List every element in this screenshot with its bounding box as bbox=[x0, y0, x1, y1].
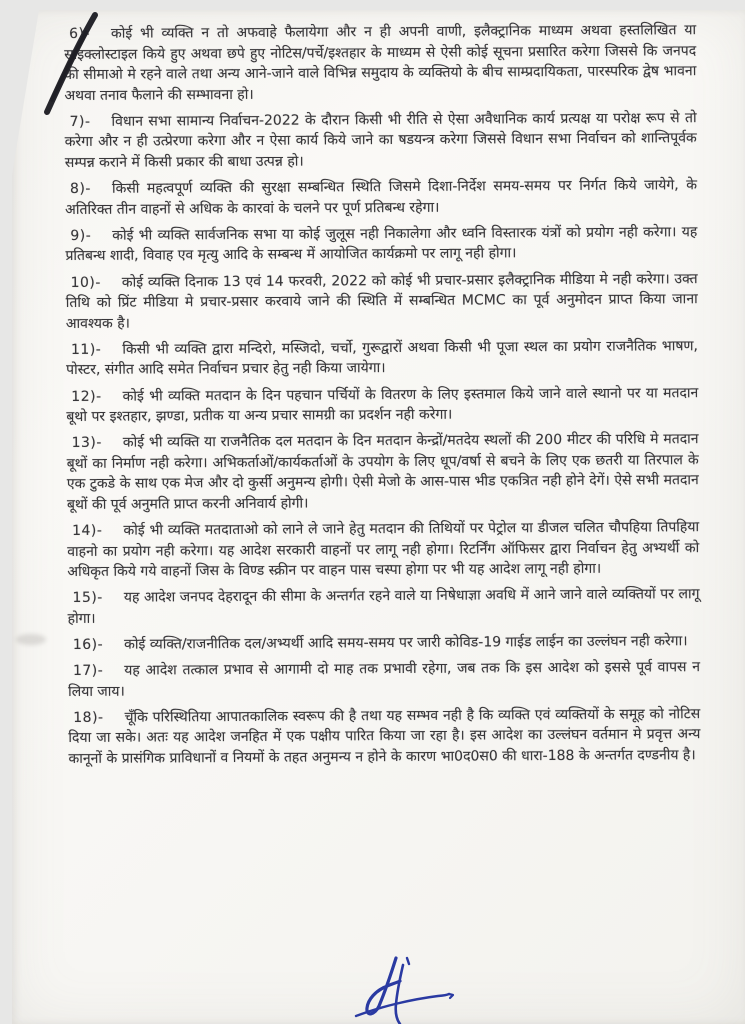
order-paragraph-15 bbox=[67, 584, 699, 629]
paragraph-text: कोई व्यक्ति/राजनीतिक दल/अभ्यर्थी आदि समय-समय पर जारी कोविड-19 गाईड लाईन का उल्लंघन नही करेगा। bbox=[124, 633, 688, 653]
paragraph-number: 15)- bbox=[72, 590, 103, 607]
paragraph-number: 10)- bbox=[70, 274, 101, 291]
order-paragraph-9 bbox=[65, 222, 697, 267]
paragraph-number: 17)- bbox=[72, 662, 104, 680]
paragraph-text: यह आदेश जनपद देहरादून की सीमा के अन्तर्गत रहने वाले या निषेधाज्ञा अवधि में आने जाने वाले व्यक्तियों पर लागू होगा। bbox=[67, 586, 700, 627]
paragraph-text: यह आदेश तत्काल प्रभाव से आगामी दो माह तक प्रभावी रहेगा, जब तक कि इस आदेश को इससे पूर्व वापस न लिया जाय। bbox=[68, 659, 700, 700]
order-paragraph-6 bbox=[64, 20, 696, 106]
order-paragraph-10 bbox=[66, 269, 698, 335]
paragraph-text: किसी महत्वपूर्ण व्यक्ति की सुरक्षा सम्बन्धित स्थिति जिसमे दिशा-निर्देश समय-समय पर निर्गत किये जायेगे, के अतिरिक्त तीन वाहनों से अधिक के कारवां के चलने पर पूर्ण प्रतिबन्ध रहेगा। bbox=[65, 177, 698, 218]
order-paragraph-18 bbox=[68, 704, 700, 770]
paragraph-number: 18)- bbox=[73, 709, 104, 726]
order-paragraph-17 bbox=[68, 657, 700, 702]
order-paragraph-13 bbox=[66, 429, 698, 515]
paragraph-text: कोई भी व्यक्ति मतदाताओ को लाने ले जाने हेतु मतदान की तिथियों पर पेट्रोल या डीजल चलित चौपहिया तिपहिया वाहनो का प्रयोग नही करेगा। यह आदेश सरकारी वाहनों पर लागू नही होगा। रिटर्निंग ऑफिसर द्वारा निर्वाचन हेतु अभ्यर्थी को अधिकृत किये गये वाहनों जिस के विण्ड स्क्रीन पर वाहन पास चस्पा होगा पर भी यह आदेश लागू नही होगा। bbox=[67, 519, 700, 581]
order-text-block bbox=[64, 20, 701, 775]
order-paragraph-16 bbox=[68, 631, 700, 655]
order-paragraph-11 bbox=[66, 336, 698, 381]
paragraph-text: कोई भी व्यक्ति या राजनैतिक दल मतदान के दिन मतदान केन्द्रों/मतदेय स्थलों की 200 मीटर की परिधि मे मतदान बूथों का निर्माण नही करेगा। अभिकर्ताओं/कार्यकर्ताओं के उपयोग के लिए धूप/वर्षा से बचने के लिए एक छतरी या तिरपाल के एक टुकडे के साथ एक मेज और दो कुर्सी अनुमन्य होगी। ऐसी मेजो के आस-पास भीड एकत्रित नही होने देगें। ऐसे सभी मतदान बूथों की पूर्व अनुमति प्राप्त करनी अनिवार्य होगी। bbox=[66, 431, 699, 513]
paragraph-text: चूँकि परिस्थितिया आपातकालिक स्वरूप की है तथा यह सम्भव नही है कि व्यक्ति एवं व्यक्तियों के समूह को नोटिस दिया जा सके। अतः यह आदेश जनहित में एक पक्षीय पारित किया जा रहा है। इस आदेश का उल्लंघन वर्तमान मे प्रवृत्त अन्य कानूनों के प्रासंगिक प्राविधानों व नियमों के तहत अनुमन्य न होने के कारण भा0द0स0 की धारा-188 के अन्तर्गत दण्डनीय है। bbox=[68, 705, 701, 767]
paragraph-text: विधान सभा सामान्य निर्वाचन-2022 के दौरान किसी भी रीति से ऐसा अवैधानिक कार्य प्रत्यक्ष या परोक्ष रूप से तो करेगा और न ही उत्प्रेरणा करेगा और न ऐसा कार्य किये जाने का षडयन्त्र करेगा जिससे विधान सभा निर्वाचन को शान्तिपूर्वक सम्पन्न कराने में किसी प्रकार की बाधा उत्पन्न हो। bbox=[64, 110, 697, 172]
paragraph-number: 13)- bbox=[71, 434, 102, 452]
paragraph-number: 16)- bbox=[72, 636, 104, 653]
paragraph-number: 9)- bbox=[70, 227, 92, 244]
paragraph-number: 11)- bbox=[70, 341, 102, 358]
paragraph-text: किसी भी व्यक्ति द्वारा मन्दिरो, मस्जिदो, चर्चो, गुरूद्वारों अथवा किसी भी पूजा स्थल का प्रयोग राजनैतिक भाषण, पोस्टर, संगीत आदि समेत निर्वाचन प्रचार हेतु नही किया जायेगा। bbox=[66, 337, 699, 379]
paragraph-number: 7)- bbox=[69, 113, 91, 130]
paragraph-number: 14)- bbox=[72, 522, 103, 540]
scan-smudge bbox=[16, 634, 46, 645]
paragraph-number: 12)- bbox=[71, 388, 102, 405]
paragraph-text: कोई भी व्यक्ति न तो अफवाहे फैलायेगा और न ही अपनी वाणी, इलैक्ट्रानिक माध्यम अथवा हस्तलिखित या साइक्लोस्टाइल किये हुए अथवा छपे हुए नोटिस/पर्चे/इश्तहार के माध्यम से ऐसी कोई सूचना प्रसारित करेगा जिससे कि जनपद की सीमाओ मे रहने वाले तथा अन्य आने-जाने वाले विभिन्न समुदाय के व्यक्तियो के बीच साम्प्रदायिकता, पारस्परिक द्वेष भावना अथवा तनाव फैलाने की सम्भावना हो। bbox=[64, 22, 697, 104]
order-paragraph-14 bbox=[67, 517, 699, 583]
paragraph-number: 6)- bbox=[69, 25, 91, 42]
paragraph-number: 8)- bbox=[69, 180, 91, 198]
order-paragraph-7 bbox=[65, 108, 697, 174]
paragraph-text: कोई भी व्यक्ति सार्वजनिक सभा या कोई जुलूस नही निकालेगा और ध्वनि विस्तारक यंत्रों को प्रयोग नही करेगा। यह प्रतिबन्ध शादी, विवाह एव मृत्यु आदि के सम्बन्ध में आयोजित कार्यक्रमो पर लागू नही होगा। bbox=[65, 223, 698, 265]
order-paragraph-8 bbox=[65, 175, 697, 220]
paragraph-text: कोई भी व्यक्ति मतदान के दिन पहचान पर्चियों के वितरण के लिए इस्तमाल किये जाने वाले स्थानो पर या मतदान बूथो पर इश्तहार, झण्डा, प्रतीक या अन्य प्रचार सामग्री का प्रदर्शन नही करेगा। bbox=[66, 384, 699, 426]
order-paragraph-12 bbox=[66, 383, 698, 428]
paragraph-text: कोई व्यक्ति दिनाक 13 एवं 14 फरवरी, 2022 को कोई भी प्रचार-प्रसार इलैक्ट्रानिक मीडिया मे नही करेगा। उक्त तिथि को प्रिंट मीडिया मे प्रचार-प्रसार करवाये जाने की स्थिति में सम्बन्धित MCMC का पूर्व अनुमोदन प्राप्त किया जाना आवश्यक है। bbox=[65, 270, 698, 332]
